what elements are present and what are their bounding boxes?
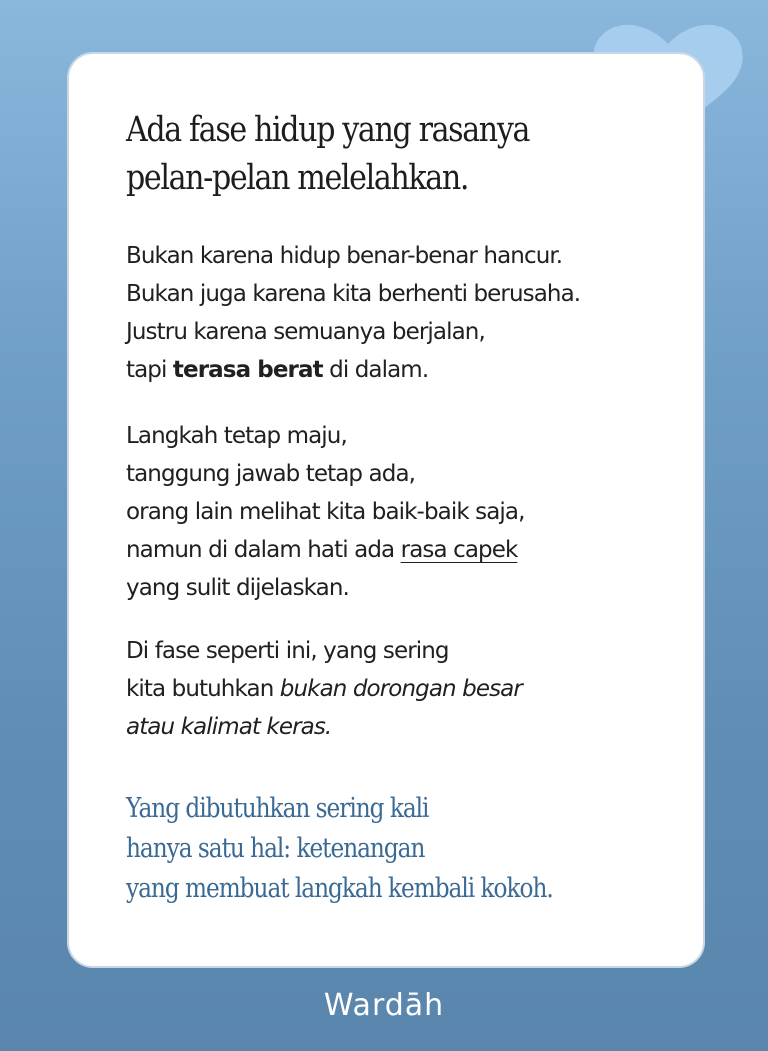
text-line: yang sulit dijelaskan.	[126, 575, 349, 601]
text-line: Langkah tetap maju,	[126, 423, 347, 449]
text-line: Bukan karena hidup benar-benar hancur.	[126, 243, 563, 269]
underlined-phrase: rasa capek	[400, 537, 518, 563]
brand-logo: Wardāh	[323, 988, 445, 1023]
paragraph-1	[126, 237, 580, 389]
text-segment: kita butuhkan	[126, 676, 280, 702]
italic-phrase: bukan dorongan besar	[279, 676, 522, 702]
text-line	[126, 670, 522, 708]
text-line: Bukan juga karena kita berhenti berusaha.	[126, 281, 581, 307]
quote-line: Yang dibutuhkan sering kali	[126, 793, 429, 824]
text-line	[126, 351, 580, 389]
quote-line: hanya satu hal: ketenangan	[126, 833, 425, 864]
paragraph-3	[126, 632, 522, 746]
italic-phrase: atau kalimat keras.	[126, 714, 332, 740]
headline	[126, 106, 608, 202]
text-segment: di dalam.	[322, 357, 429, 383]
text-line: Justru karena semuanya berjalan,	[126, 319, 485, 345]
text-line: orang lain melihat kita baik-baik saja,	[126, 499, 525, 525]
paragraph-2	[126, 417, 525, 607]
bold-phrase: terasa berat	[172, 357, 323, 383]
headline-line: Ada fase hidup yang rasanya	[126, 110, 530, 150]
headline-line: pelan-pelan melelahkan.	[126, 158, 469, 198]
quote-line: yang membuat langkah kembali kokoh.	[126, 873, 553, 904]
highlight-quote	[126, 789, 553, 909]
content-card	[67, 52, 705, 968]
text-line	[126, 708, 522, 746]
text-line: tanggung jawab tetap ada,	[126, 461, 416, 487]
text-segment: tapi	[126, 357, 173, 383]
text-segment: namun di dalam hati ada	[126, 537, 401, 563]
text-line: Di fase seperti ini, yang sering	[126, 638, 449, 664]
text-line	[126, 531, 525, 569]
